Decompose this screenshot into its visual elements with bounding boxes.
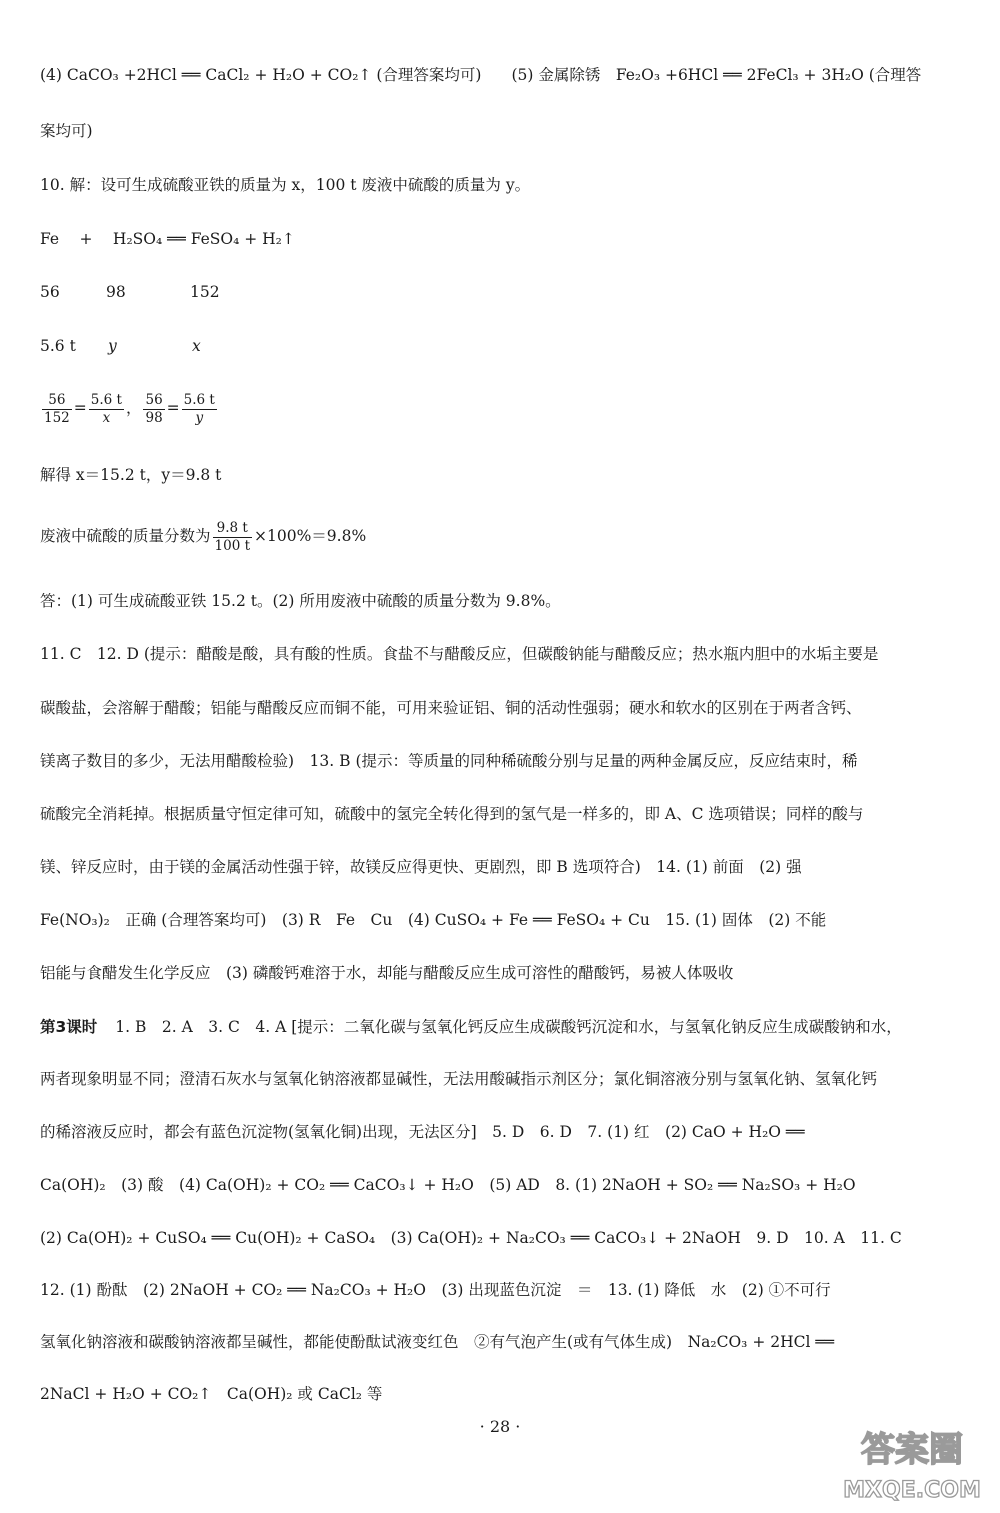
q10-ratio-feso4: 152 [190,283,220,301]
q10-solution: 解得 x＝15.2 t，y＝9.8 t [40,466,222,484]
answer-line-17: 铝能与食醋发生化学反应 (3) 磷酸钙难溶于水，却能与醋酸反应生成可溶性的醋酸钙，易被人体吸收 [40,964,734,982]
q10-proportions: $\frac{56}{152}$ = $\frac{5.6 t}{x}$ ， $\frac{56}{98}$ = $\frac{5.6 t}{y}$ [44,391,215,426]
q10-setup: 10. 解：设可生成硫酸亚铁的质量为 x，100 t 废液中硫酸的质量为 y。 [40,176,531,194]
answer-line-18: 第3课时 1. B 2. A 3. C 4. A [提示：二氧化碳与氢氧化钙反应生成碳酸钙沉淀和水，与氢氧化钠反应生成碳酸钠和水， [40,1018,902,1036]
fraction-5.6t-y: $\frac{5.6 t}{y}$ [183,391,215,426]
answer-9-4: (4) CaCO₃ +2HCl ══ CaCl₂ + H₂O + CO₂↑ (合理答案均可) [40,66,482,84]
answer-line-11: 11. C 12. D (提示：醋酸是酸，具有酸的性质。食盐不与醋酸反应，但碳酸钠能与醋酸反应；热水瓶内胆中的水垢主要是 [40,645,879,663]
q10-mass-fraction: 废液中硫酸的质量分数为 $\frac{9.8 t}{100 t}$ ×100%＝9.8% [40,519,367,554]
answer-9-5: (5) 金属除锈 Fe₂O₃ +6HCl ══ 2FeCl₃ + 3H₂O (合理答 [511,66,922,84]
answer-line-25: 2NaCl + H₂O + CO₂↑ Ca(OH)₂ 或 CaCl₂ 等 [40,1385,383,1403]
fraction-56-98: $\frac{56}{98}$ [145,391,163,426]
answer-line-16: Fe(NO₃)₂ 正确 (合理答案均可) (3) R Fe Cu (4) CuSO₄ + Fe ══ FeSO₄ + Cu 15. (1) 固体 (2) 不能 [40,911,827,929]
fraction-5.6t-x: $\frac{5.6 t}{x}$ [90,391,122,426]
site-watermark-logo [832,1417,992,1509]
watermark-bottom-text: MXQE.COM [843,1478,981,1503]
q10-answer: 答：(1) 可生成硫酸亚铁 15.2 t。(2) 所用废液中硫酸的质量分数为 9.8%。 [40,592,561,610]
lesson-heading: 第3课时 [40,1018,98,1036]
watermark-top-text: 答案圈 [861,1430,963,1470]
answer-line-20: 的稀溶液反应时，都会有蓝色沉淀物(氢氧化铜)出现，无法区分] 5. D 6. D 7. (1) 红 (2) CaO + H₂O ══ [40,1123,805,1141]
answer-line-1 [40,64,965,86]
answer-line-23: 12. (1) 酚酞 (2) 2NaOH + CO₂ ══ Na₂CO₃ + H₂O (3) 出现蓝色沉淀 ＝ 13. (1) 降低 水 (2) ①不可行 [40,1281,831,1299]
answer-line-13: 镁离子数目的多少，无法用醋酸检验) 13. B (提示：等质量的同种稀硫酸分别与足量的两种金属反应，反应结束时，稀 [40,752,858,770]
answer-line-21: Ca(OH)₂ (3) 酸 (4) Ca(OH)₂ + CO₂ ══ CaCO₃↓ + H₂O (5) AD 8. (1) 2NaOH + SO₂ ══ Na₂SO₃ + H₂O [40,1176,856,1194]
fraction-9.8t-100t: $\frac{9.8 t}{100 t}$ [214,519,250,554]
q10-ratio-h2so4: 98 [106,283,126,301]
fraction-56-152: $\frac{56}{152}$ [44,391,70,426]
answer-line-24: 氢氧化钠溶液和碳酸钠溶液都呈碱性，都能使酚酞试液变红色 ②有气泡产生(或有气体生成) Na₂CO₃ + 2HCl ══ [40,1333,835,1351]
q10-mass-fe: 5.6 t [40,337,76,355]
answer-line-12: 碳酸盐，会溶解于醋酸；铝能与醋酸反应而铜不能，可用来验证铝、铜的活动性强弱；硬水和软水的区别在于两者含钙、 [40,699,862,717]
q10-mass-x: x [192,337,201,355]
q10-mass-y: y [108,337,117,355]
page-number: · 28 · [479,1417,521,1436]
answer-line-15: 镁、锌反应时，由于镁的金属活动性强于锌，故镁反应得更快、更剧烈，即 B 选项符合) 14. (1) 前面 (2) 强 [40,858,802,876]
answer-line-14: 硫酸完全消耗掉。根据质量守恒定律可知，硫酸中的氢完全转化得到的氢气是一样多的，即 A、C 选项错误；同样的酸与 [40,805,864,823]
answer-line-2: 案均可) [40,122,93,140]
answer-line-22: (2) Ca(OH)₂ + CuSO₄ ══ Cu(OH)₂ + CaSO₄ (3) Ca(OH)₂ + Na₂CO₃ ══ CaCO₃↓ + 2NaOH 9. D 10. A 11. C [40,1229,902,1247]
q10-equation: Fe + H₂SO₄ ══ FeSO₄ + H₂↑ [40,230,295,248]
answer-line-19: 两者现象明显不同；澄清石灰水与氢氧化钠溶液都显碱性，无法用酸碱指示剂区分；氯化铜溶液分别与氢氧化钠、氢氧化钙 [40,1070,878,1088]
q10-ratio-fe: 56 [40,283,60,301]
